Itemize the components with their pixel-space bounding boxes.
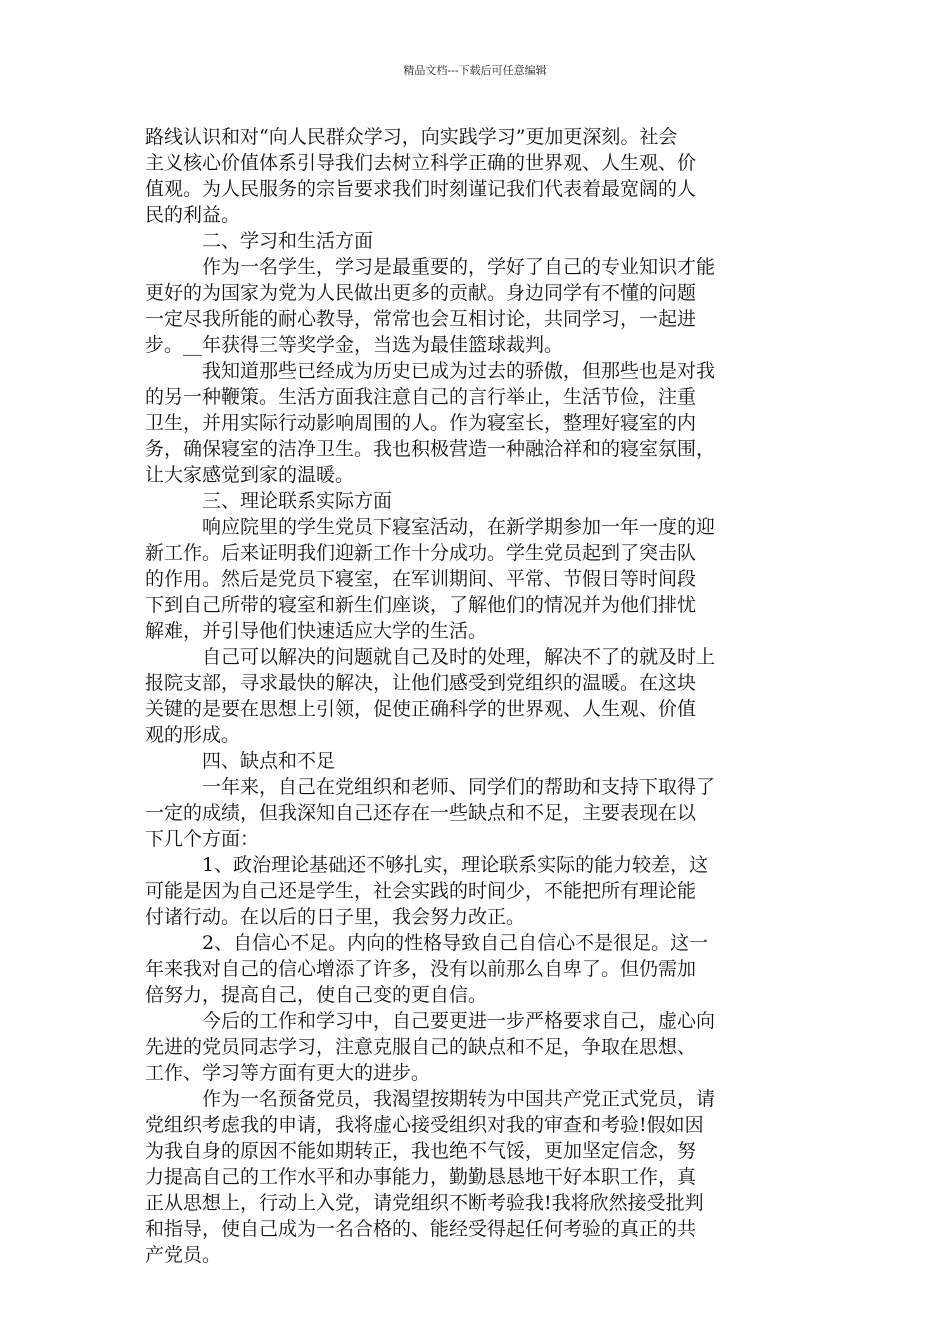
text-line: 响应院里的学生党员下寝室活动，在新学期参加一年一度的迎 <box>202 516 716 538</box>
text-line: 三、理论联系实际方面 <box>202 490 393 512</box>
text-line: 观的形成。 <box>145 724 241 746</box>
text-line: 下到自己所带的寝室和新生们座谈，了解他们的情况并为他们排忧 <box>145 594 697 616</box>
text-line: 解难，并引导他们快速适应大学的生活。 <box>145 620 488 642</box>
text-line: 四、缺点和不足 <box>202 750 336 772</box>
text-line: 今后的工作和学习中，自己要更进一步严格要求自己，虚心向 <box>202 1010 716 1032</box>
text-line: 让大家感觉到家的温暖。 <box>145 464 355 486</box>
text-line: 报院支部，寻求最快的解决，让他们感受到党组织的温暖。在这块 <box>145 672 697 694</box>
text-line: 年来我对自己的信心增添了许多，没有以前那么自卑了。但仍需加 <box>145 958 697 980</box>
text-line: 务，确保寝室的洁净卫生。我也积极营造一种融洽祥和的寝室氛围， <box>145 438 716 460</box>
text-line: 可能是因为自己还是学生，社会实践的时间少，不能把所有理论能 <box>145 880 697 902</box>
text-line: 卫生，并用实际行动影响周围的人。作为寝室长，整理好寝室的内 <box>145 412 697 434</box>
text-line: 正从思想上，行动上入党，请党组织不断考验我!我将欣然接受批判 <box>145 1192 704 1214</box>
text-line: 先进的党员同志学习，注意克服自己的缺点和不足，争取在思想、 <box>145 1036 697 1058</box>
text-line: 二、学习和生活方面 <box>202 230 374 252</box>
text-line: 一定尽我所能的耐心教导，常常也会互相讨论，共同学习，一起进 <box>145 308 697 330</box>
text-line: 1、政治理论基础还不够扎实，理论联系实际的能力较差，这 <box>202 854 709 876</box>
text-line: 为我自身的原因不能如期转正，我也绝不气馁，更加坚定信念，努 <box>145 1140 697 1162</box>
text-line: 和指导，使自己成为一名合格的、能经受得起任何考验的真正的共 <box>145 1218 697 1240</box>
text-line: 一年来，自己在党组织和老师、同学们的帮助和支持下取得了 <box>202 776 716 798</box>
text-line: 的另一种鞭策。生活方面我注意自己的言行举止，生活节俭，注重 <box>145 386 697 408</box>
text-line: 路线认识和对“向人民群众学习，向实践学习”更加更深刻。社会 <box>145 126 678 148</box>
text-line: 工作、学习等方面有更大的进步。 <box>145 1062 431 1084</box>
text-line: 步。__年获得三等奖学金，当选为最佳篮球裁判。 <box>145 334 564 356</box>
text-line: 自己可以解决的问题就自己及时的处理，解决不了的就及时上 <box>202 646 716 668</box>
text-line: 值观。为人民服务的宗旨要求我们时刻谨记我们代表着最宽阔的人 <box>145 178 697 200</box>
text-line: 主义核心价值体系引导我们去树立科学正确的世界观、人生观、价 <box>145 152 697 174</box>
text-line: 力提高自己的工作水平和办事能力，勤勤恳恳地干好本职工作，真 <box>145 1166 697 1188</box>
text-line: 新工作。后来证明我们迎新工作十分成功。学生党员起到了突击队 <box>145 542 697 564</box>
text-line: 的作用。然后是党员下寝室，在军训期间、平常、节假日等时间段 <box>145 568 697 590</box>
text-line: 下几个方面： <box>145 828 260 850</box>
text-line: 作为一名学生，学习是最重要的，学好了自己的专业知识才能 <box>202 256 716 278</box>
text-line: 作为一名预备党员，我渴望按期转为中国共产党正式党员，请 <box>202 1088 716 1110</box>
document-body <box>145 124 809 1268</box>
text-line: 我知道那些已经成为历史已成为过去的骄傲，但那些也是对我 <box>202 360 716 382</box>
text-line: 付诸行动。在以后的日子里，我会努力改正。 <box>145 906 526 928</box>
page-header: 精品文档---下载后可任意编辑 <box>403 64 547 77</box>
text-line: 更好的为国家为党为人民做出更多的贡献。身边同学有不懂的问题 <box>145 282 697 304</box>
text-line: 一定的成绩，但我深知自己还存在一些缺点和不足，主要表现在以 <box>145 802 697 824</box>
text-line: 民的利益。 <box>145 204 241 226</box>
text-line: 倍努力，提高自己，使自己变的更自信。 <box>145 984 488 1006</box>
text-line: 2、自信心不足。内向的性格导致自己自信心不是很足。这一 <box>202 932 709 954</box>
text-line: 产党员。 <box>145 1244 222 1266</box>
text-line: 党组织考虑我的申请，我将虚心接受组织对我的审查和考验!假如因 <box>145 1114 704 1136</box>
text-line: 关键的是要在思想上引领，促使正确科学的世界观、人生观、价值 <box>145 698 697 720</box>
